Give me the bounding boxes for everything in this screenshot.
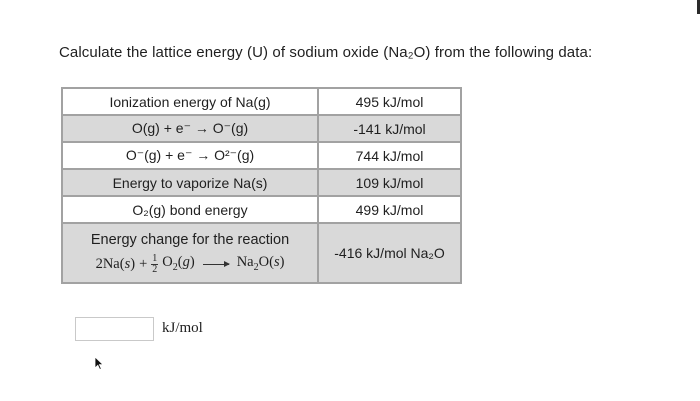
eq-product: $Na_2O(s)$ [236,254,285,274]
table-row [62,115,461,142]
row-label: Ionization energy of Na(g) [62,88,318,115]
row-label: O⁻(g) + e⁻ → O²⁻(g) [62,142,318,169]
eq-plus: + [139,255,148,272]
row-label: Energy to vaporize Na(s) [62,169,318,196]
table-row-reaction [62,223,461,283]
question-text: Calculate the lattice energy (U) of sodium oxide (Na₂O) from the following data: [59,44,593,61]
data-table [61,87,462,284]
answer-unit: kJ/mol [162,320,203,336]
table-row [62,196,461,223]
reaction-arrow-icon [203,264,229,265]
eq-reactant-na: 2Na(s) [95,255,136,272]
reaction-title: Energy change for the reaction [90,232,290,249]
table-row [62,88,461,115]
row-value: -141 kJ/mol [318,115,461,142]
reaction-cell [62,223,318,283]
row-value: 499 kJ/mol [318,196,461,223]
row-label: O₂(g) bond energy [62,196,318,223]
answer-input[interactable] [75,317,154,341]
reaction-equation [96,253,285,274]
row-value: 109 kJ/mol [318,169,461,196]
row-value: 495 kJ/mol [318,88,461,115]
table-row [62,169,461,196]
eq-fraction: $\frac{1}{2}$ [152,252,158,275]
reaction-value: -416 kJ/mol Na₂O [318,223,461,283]
table-row [62,142,461,169]
row-label: O(g) + e⁻ → O⁻(g) [62,115,318,142]
row-value: 744 kJ/mol [318,142,461,169]
mouse-cursor-icon [94,356,104,370]
eq-reactant-o2: $O_2(g)$ [162,254,195,274]
